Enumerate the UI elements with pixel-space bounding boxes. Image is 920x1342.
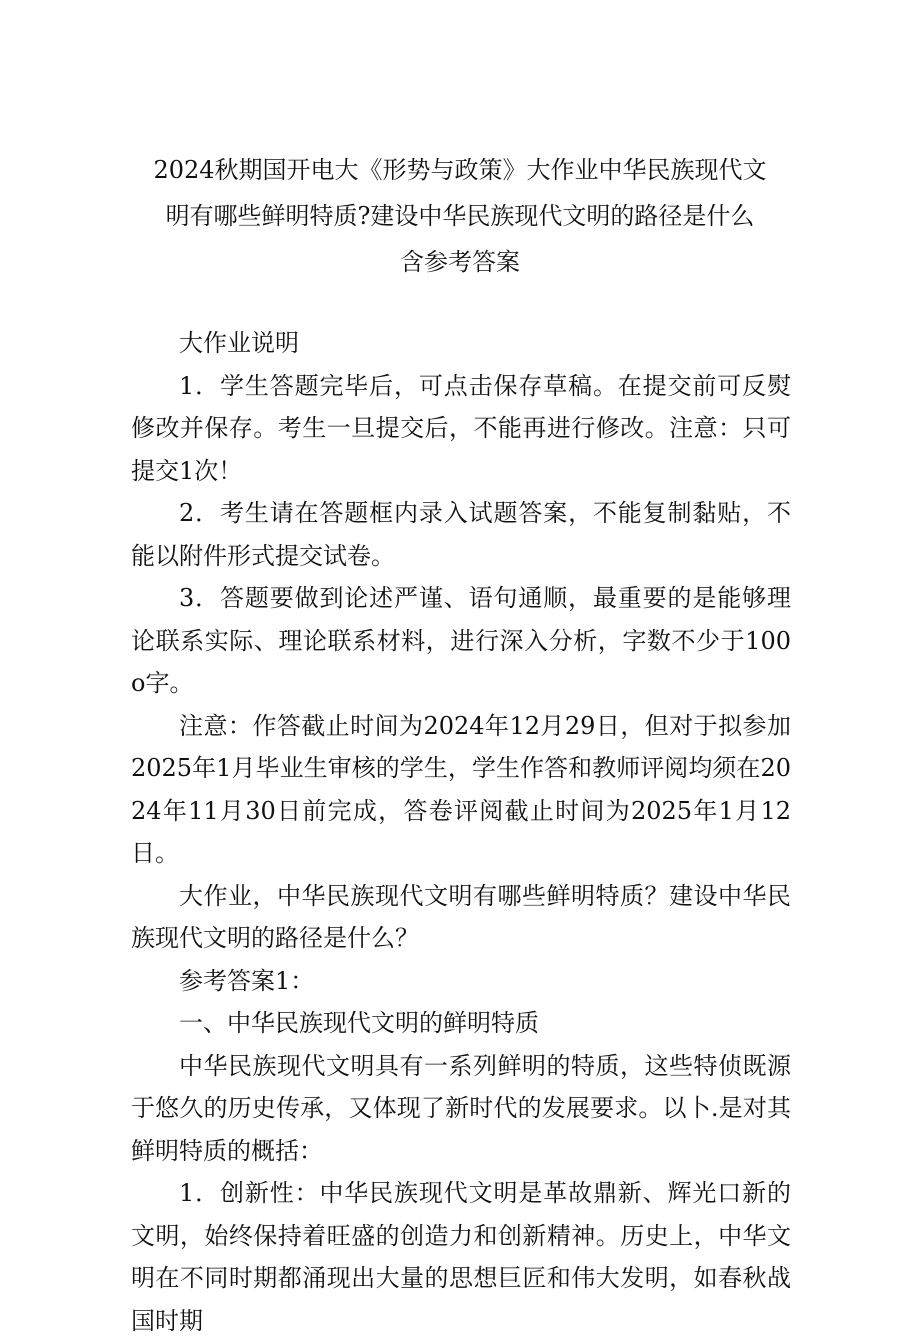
deadline-notice: 注意：作答截止时间为2024年12月29日，但对于拟参加2025年1月毕业生审核的学生，学生作答和教师评阅均须在2024年11月30日前完成，答卷评阅截止时间为2025年1月12日。 bbox=[131, 711, 791, 867]
answer-paragraph: 1．创新性：中华民族现代文明是革故鼎新、辉光口新的文明，始终保持着旺盛的创造力和创新精神。历史上，中华文明在不同时期都涌现出大量的思想巨匠和伟大发明，如春秋战国时期 bbox=[131, 1179, 791, 1335]
reference-answer-heading: 参考答案1： bbox=[179, 966, 315, 995]
answer-paragraph: 中华民族现代文明具有一系列鲜明的特质，这些特侦既源于悠久的历史传承，又体现了新时代的发展要求。以卜.是对其鲜明特质的概括： bbox=[131, 1051, 791, 1165]
assignment-question: 大作业，中华民族现代文明有哪些鲜明特质？建设中华民族现代文明的路径是什么？ bbox=[131, 881, 791, 952]
instruction-item-3: 3．答题要做到论述严谨、语句通顺，最重要的是能够理论联系实际、理论联系材料，进行深入分析，字数不少于100o字。 bbox=[131, 584, 791, 697]
answer-section-heading: 一、中华民族现代文明的鲜明特质 bbox=[179, 1009, 539, 1037]
document-body bbox=[131, 322, 791, 1342]
title-line: 2024秋期国开电大《形势与政策》大作业中华民族现代文 bbox=[153, 156, 767, 184]
instruction-item-1: 1．学生答题完毕后，可点击保存草稿。在提交前可反熨修改并保存。考生一旦提交后，不能再进行修改。注意：只可提交1次！ bbox=[131, 371, 791, 485]
title-line: 含参考答案 bbox=[400, 248, 520, 276]
title-line: 明有哪些鲜明特质?建设中华民族现代文明的路径是什么 bbox=[165, 202, 755, 230]
section-heading-instructions: 大作业说明 bbox=[179, 329, 299, 357]
instruction-item-2: 2．考生请在答题框内录入试题答案，不能复制黏贴，不能以附件形式提交试卷。 bbox=[131, 499, 791, 570]
document-title bbox=[100, 147, 820, 285]
